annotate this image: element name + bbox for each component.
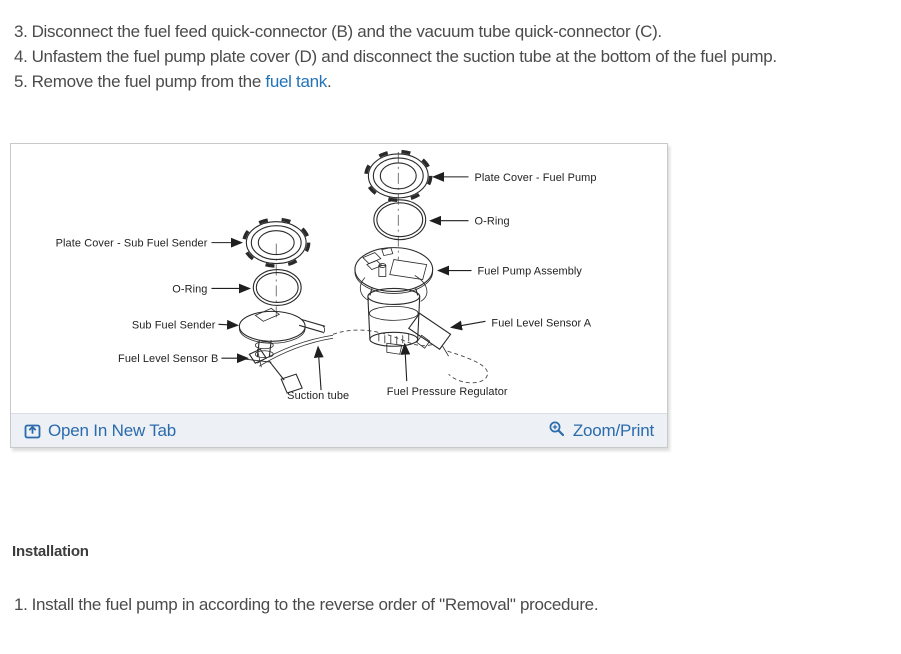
label-fuel-level-sensor-a: Fuel Level Sensor A xyxy=(491,317,592,330)
figure-footer-bar xyxy=(11,413,667,447)
label-o-ring-right: O-Ring xyxy=(474,215,510,228)
zoom-print-link[interactable] xyxy=(548,420,654,442)
label-fuel-level-sensor-b: Fuel Level Sensor B xyxy=(118,353,219,366)
open-in-new-tab-icon xyxy=(24,422,41,439)
step-number: 3. xyxy=(14,22,28,41)
label-o-ring-left: O-Ring xyxy=(172,283,208,296)
fuel-level-sensor-a-part xyxy=(409,313,451,356)
step-text: Remove the fuel pump from the xyxy=(31,72,266,91)
o-ring-left-part xyxy=(253,270,301,306)
open-in-new-tab-link[interactable] xyxy=(24,421,176,441)
o-ring-right-part xyxy=(374,200,426,240)
removal-step-5 xyxy=(14,69,777,94)
installation-heading: Installation xyxy=(12,543,89,560)
arrow-suction-tube xyxy=(318,347,321,390)
installation-steps-list xyxy=(14,592,598,617)
removal-step-3 xyxy=(14,19,777,44)
open-in-new-tab-label: Open In New Tab xyxy=(48,420,177,440)
removal-step-4 xyxy=(14,44,777,69)
sub-fuel-sender-part xyxy=(239,308,325,393)
step-text: . xyxy=(327,72,332,91)
installation-step-1 xyxy=(14,592,598,617)
step-number: 4. xyxy=(14,47,28,66)
fuel-level-sensor-b-part xyxy=(245,349,271,367)
wire-dashed-loop xyxy=(448,351,488,383)
arrow-fuel-pressure-regulator xyxy=(405,344,407,381)
label-fuel-pump-assembly: Fuel Pump Assembly xyxy=(477,265,583,278)
step-text: Unfastem the fuel pump plate cover (D) and disconnect the suction tube at the bottom of the fuel pump. xyxy=(31,47,777,66)
label-sub-fuel-sender: Sub Fuel Sender xyxy=(131,319,216,332)
diagram-card xyxy=(10,143,668,448)
fuel-pump-diagram[interactable] xyxy=(11,144,667,413)
zoom-icon xyxy=(548,420,566,438)
label-suction-tube: Suction tube xyxy=(287,390,350,403)
label-fuel-pressure-regulator: Fuel Pressure Regulator xyxy=(386,386,508,399)
step-text: Install the fuel pump in according to the reverse order of "Removal" procedure. xyxy=(31,595,599,614)
fuel-pump-assembly-part xyxy=(355,248,433,355)
arrow-sub-fuel-sender xyxy=(218,324,237,325)
zoom-print-label: Zoom/Print xyxy=(572,420,654,440)
removal-steps-list xyxy=(14,19,777,94)
label-plate-cover-fuel-pump: Plate Cover - Fuel Pump xyxy=(474,171,597,184)
step-number: 5. xyxy=(14,72,28,91)
fuel-tank-link[interactable]: fuel tank xyxy=(265,72,327,91)
step-text: Disconnect the fuel feed quick-connector (B) and the vacuum tube quick-connector (C). xyxy=(31,22,662,41)
label-plate-cover-sub-fuel-sender: Plate Cover - Sub Fuel Sender xyxy=(55,237,208,250)
step-number: 1. xyxy=(14,595,28,614)
arrow-fuel-level-sensor-a xyxy=(452,321,486,327)
fuel-pump-exploded-diagram xyxy=(11,144,667,413)
